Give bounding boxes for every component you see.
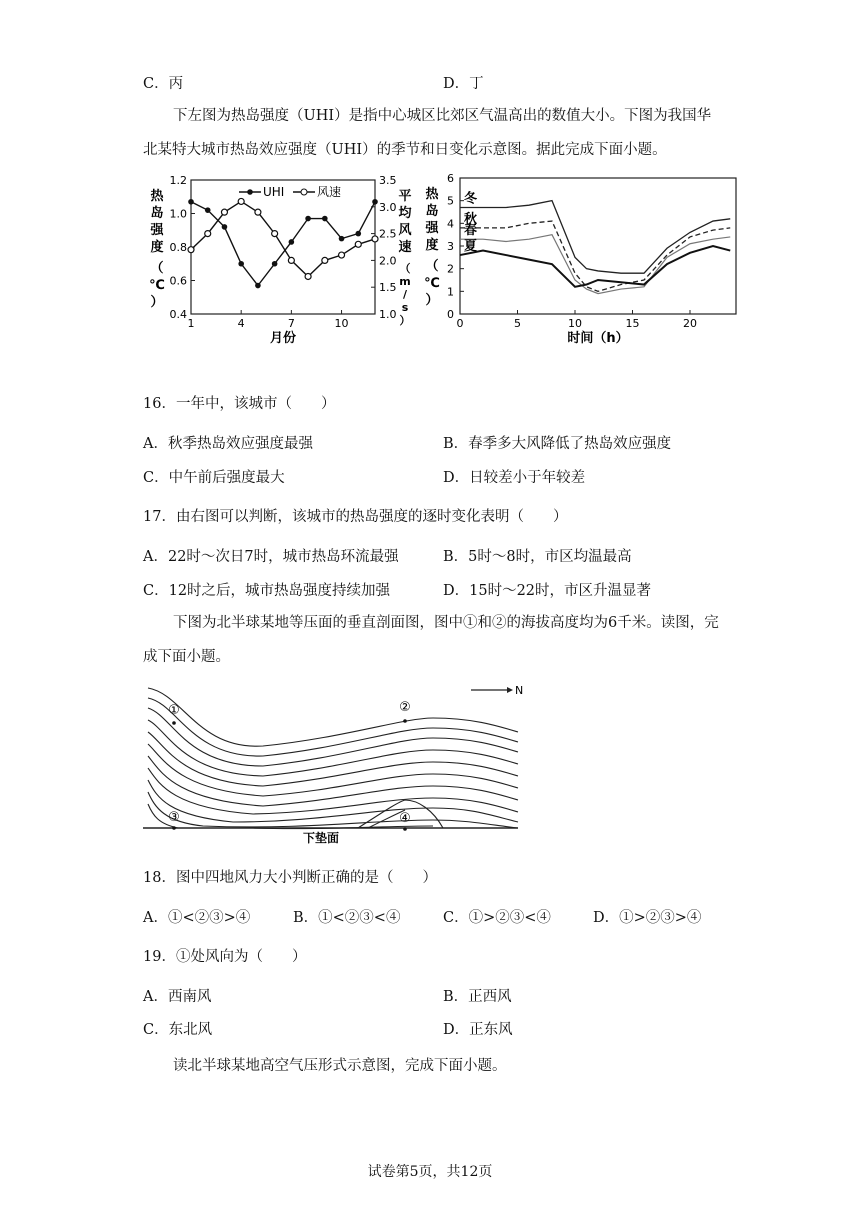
wind-point [322, 257, 328, 263]
uhi-point [255, 283, 261, 289]
legend [239, 184, 341, 199]
uhi-point [272, 261, 278, 267]
legend-wind-marker [301, 189, 307, 195]
series-label-1: 冬 [464, 191, 478, 207]
svg-text:℃: ℃ [149, 278, 165, 293]
x-tick-label: 10 [568, 317, 582, 330]
y-tick-label: 3 [447, 240, 454, 253]
wind-point [288, 257, 294, 263]
uhi-point [238, 261, 244, 267]
right-axis-label [398, 188, 412, 255]
point-label-1: ① [168, 703, 180, 718]
series-label-2: 秋 [464, 211, 478, 227]
right-tick-label: 1.0 [379, 308, 397, 321]
isobar-cross-section-diagram [143, 680, 523, 846]
q17-option-c: C．12时之后，城市热岛强度持续加强 [143, 583, 391, 599]
q16-option-b: B．春季多大风降低了热岛效应强度 [443, 436, 672, 452]
series-label-3: 春 [464, 223, 478, 239]
left-axis-label [149, 188, 164, 255]
y-tick-label: 0 [447, 308, 454, 321]
uhi-season-chart [143, 168, 412, 350]
svg-text:平: 平 [398, 189, 412, 204]
svg-text:）: ） [150, 295, 164, 310]
ground-label: 下垫面 [303, 831, 340, 845]
uhi-point [222, 224, 228, 230]
left-tick-label: 1.2 [169, 174, 187, 187]
series-line-4 [460, 246, 730, 287]
point-label-3: ③ [168, 810, 180, 825]
y-tick-label: 4 [447, 217, 454, 231]
x-tick-label: 15 [625, 317, 640, 330]
north-label: N [515, 684, 524, 697]
legend-uhi: UHI [263, 185, 285, 199]
svg-text:℃: ℃ [424, 276, 440, 291]
svg-text:（: （ [425, 259, 439, 274]
x-axis-label: 月份 [269, 331, 297, 346]
point-dot-3 [172, 826, 176, 830]
q17-stem: 17．由右图可以判断，该城市的热岛强度的逐时变化表明（ ） [143, 509, 568, 525]
svg-text:（: （ [399, 262, 411, 275]
svg-text:热: 热 [425, 187, 439, 202]
x-tick-label: 5 [514, 317, 521, 330]
point-dot-4 [403, 827, 407, 831]
q19-option-b: B．正西风 [443, 989, 512, 1005]
right-tick-label: 3.0 [379, 200, 397, 214]
right-tick-label: 3.5 [379, 174, 397, 187]
svg-text:风: 风 [398, 223, 412, 238]
svg-text:度: 度 [150, 240, 164, 255]
uhi-point [188, 199, 194, 205]
left-axis-unit [149, 260, 165, 310]
uhi-point [289, 239, 295, 245]
intro-paragraph-isobar: 下图为北半球某地等压面的垂直剖面图，图中①和②的海拔高度均为6千米。读图，完成下面小题。 [143, 615, 719, 665]
option-d: D．丁 [443, 76, 484, 92]
x-tick-label: 7 [287, 317, 295, 330]
wind-point [255, 209, 261, 215]
svg-text:强: 强 [425, 221, 439, 236]
legend-wind: 风速 [317, 185, 342, 199]
x-tick-label: 1 [187, 317, 195, 330]
svg-text:热: 热 [150, 189, 164, 204]
svg-text:（: （ [150, 261, 164, 276]
right-tick-label: 1.5 [379, 281, 397, 295]
left-tick-label: 0.8 [169, 241, 187, 254]
right-axis-unit [399, 262, 410, 327]
wind-point [238, 198, 244, 204]
q18-option-b: B．①<②③<④ [293, 910, 401, 926]
right-tick-label: 2.5 [379, 227, 397, 241]
intro-paragraph-uhi: 下左图为热岛强度（UHI）是指中心城区比郊区气温高出的数值大小。下图为我国华北某特大城市热岛效应强度（UHI）的季节和日变化示意图。据此完成下面小题。 [143, 108, 712, 158]
x-tick-label: 0 [456, 317, 464, 330]
legend-uhi-marker [247, 189, 253, 195]
q16-option-c: C．中午前后强度最大 [143, 470, 285, 486]
x-tick-label: 10 [334, 317, 349, 330]
wind-point [272, 231, 278, 237]
y-tick-label: 5 [447, 194, 454, 208]
left-tick-label: 0.6 [169, 274, 187, 288]
uhi-daily-chart [418, 168, 740, 350]
svg-text:）: ） [399, 314, 411, 327]
q18-stem: 18．图中四地风力大小判断正确的是（ ） [143, 870, 437, 886]
point-dot-2 [403, 719, 407, 723]
uhi-point [305, 216, 311, 222]
q18-option-c: C．①>②③<④ [443, 910, 551, 926]
page-footer: 试卷第5页，共12页 [367, 1164, 493, 1180]
wind-point [305, 273, 311, 279]
point-dot-1 [172, 721, 176, 725]
svg-text:）: ） [425, 293, 439, 308]
q16-option-d: D．日较差小于年较差 [443, 470, 586, 486]
x-tick-label: 20 [683, 317, 697, 330]
series-uhi-line [191, 202, 375, 286]
series-label-4: 夏 [464, 239, 478, 255]
wind-point [372, 236, 378, 242]
wind-point [188, 247, 194, 253]
q18-option-d: D．①>②③>④ [593, 910, 702, 926]
uhi-point [339, 236, 345, 242]
uhi-point [355, 231, 361, 237]
svg-text:岛: 岛 [425, 204, 439, 219]
uhi-point [372, 199, 378, 205]
series-line-3 [460, 235, 730, 294]
svg-text:/: / [402, 288, 408, 301]
q19-option-d: D．正东风 [443, 1022, 513, 1038]
wind-point [221, 209, 227, 215]
right-tick-label: 2.0 [379, 254, 397, 268]
x-tick-label: 4 [237, 317, 245, 330]
wind-point [205, 231, 211, 237]
svg-text:强: 强 [150, 223, 164, 238]
q16-stem: 16．一年中，该城市（ ） [143, 396, 336, 412]
north-arrow [471, 684, 523, 697]
y-tick-label: 2 [447, 262, 454, 276]
intro-paragraph-pressure: 读北半球某地高空气压形式示意图，完成下面小题。 [173, 1058, 507, 1074]
uhi-point [322, 216, 328, 222]
q18-option-a: A．①<②③>④ [143, 910, 251, 926]
y-axis-label [424, 186, 439, 253]
left-tick-label: 0.4 [169, 308, 187, 321]
svg-text:岛: 岛 [150, 206, 164, 221]
point-label-4: ④ [399, 811, 411, 826]
option-c: C．丙 [143, 76, 184, 92]
x-axis-label: 时间（h） [567, 331, 629, 346]
svg-text:度: 度 [425, 238, 439, 253]
svg-text:均: 均 [398, 206, 412, 221]
wind-point [355, 241, 361, 247]
point-label-2: ② [399, 700, 411, 715]
y-tick-label: 6 [447, 172, 454, 185]
q17-option-a: A．22时～次日7时，城市热岛环流最强 [143, 549, 399, 565]
y-axis-unit [424, 258, 440, 308]
wind-point [339, 252, 345, 258]
q17-option-b: B．5时～8时，市区均温最高 [443, 549, 632, 565]
left-tick-label: 1.0 [169, 207, 187, 221]
q19-stem: 19．①处风向为（ ） [143, 949, 307, 965]
q16-option-a: A．秋季热岛效应强度最强 [143, 436, 313, 452]
svg-text:速: 速 [398, 240, 412, 255]
y-tick-label: 1 [447, 285, 454, 299]
svg-text:m: m [399, 275, 411, 288]
q19-option-a: A．西南风 [143, 989, 212, 1005]
q17-option-d: D．15时～22时，市区升温显著 [443, 583, 652, 599]
series-wind-line [191, 201, 375, 276]
svg-text:s: s [401, 301, 409, 314]
q19-option-c: C．东北风 [143, 1022, 213, 1038]
uhi-point [205, 207, 211, 213]
